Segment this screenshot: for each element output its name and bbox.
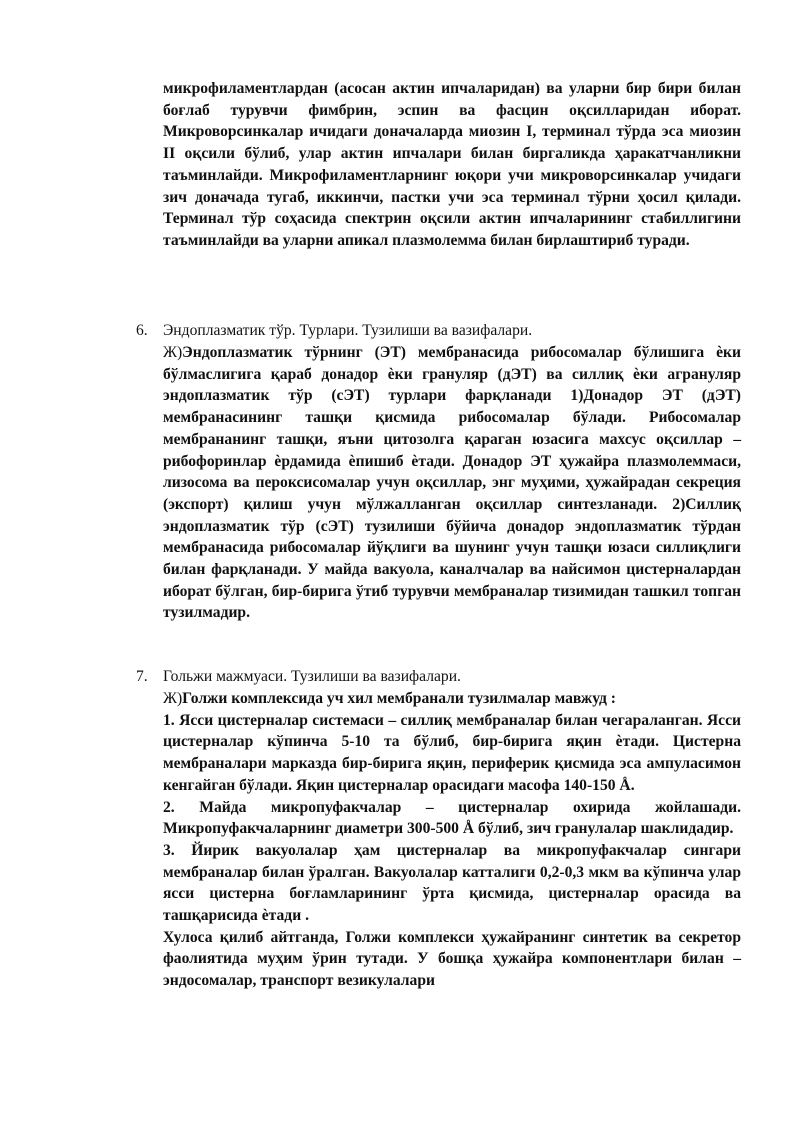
question-7-heading	[136, 666, 741, 688]
intro-paragraph	[163, 78, 741, 252]
intro-text: микрофиламентлардан (асосан актин ипчаларидан) ва уларни бир бири билан боғлаб турувчи фимбрин, эспин ва фасцин оқсилларидан иборат. Микроворсинкалар ичидаги доначаларда миозин I, терминал тўрда эса миозин II оқсили бўлиб, улар актин ипчалари билан биргаликда ҳаракатчанликни таъминлайди. Микрофиламентларнинг юқори учи микроворсинкалар учидаги зич доначада тугаб, иккинчи, пастки учи эса терминал тўрни ҳосил қилади. Терминал тўр соҳасида спектрин оқсили актин ипчаларининг стабиллигини таъминлайди ва уларни апикал плазмолемма билан бирлаштириб туради.	[163, 80, 741, 249]
answer-6-text: Эндоплазматик тўрнинг (ЭТ) мембранасида рибосомалар бўлишига ѐки бўлмаслигига қараб донадор ѐки грануляр (дЭТ) ва силлиқ ѐки агрануляр эндоплазматик тўр (сЭТ) турлари фарқланади 1)Донадор ЭТ (дЭТ) мембранасининг ташқи қисмида рибосомалар бўлади. Рибосомалар мембрананинг ташқи, яъни цитозолга қараган юзасига махсус оқсиллар – рибофоринлар ѐрдамида ѐпишиб ѐтади. Донадор ЭТ ҳужайра плазмолеммаси, лизосома ва пероксисомалар учун оқсиллар, энг муҳими, ҳужайрадан секреция (экспорт) қилиш учун мўлжалланган оқсиллар синтезланади. 2)Силлиқ эндоплазматик тўр (сЭТ) тузилиши бўйича донадор эндоплазматик тўрдан мембранасида рибосомалар йўқлиги ва шунинг учун ташқи юзаси силлиқлиги билан фарқланади. У майда вакуола, каналчалар ва найсимон цистерналардан иборат бўлган, бир-бирига ўтиб турувчи мембраналар тизимидан ташкил топган тузилмадир.	[163, 344, 741, 622]
answer-6-paragraph	[163, 342, 741, 624]
question-6-number: 6.	[136, 322, 148, 339]
answer-7-point-1: 1. Ясси цистерналар системаси – силлиқ мембраналар билан чегараланган. Ясси цистерналар кўпинча 5-10 та бўлиб, бир-бирига яқин ѐтади. Цистерна мембраналари марказда бир-бирига яқин, периферик қисмида эса ампуласимон кенгайган бўлади. Яқин цистерналар орасидаги масофа 140-150 Å.	[163, 711, 741, 794]
answer-7-intro: Голжи комплексида уч хил мембранали тузилмалар мавжуд :	[182, 690, 616, 707]
answer-7-point-3: 3. Йирик вакуолалар ҳам цистерналар ва микропуфакчалар сингари мембраналар билан ўралган. Вакуолалар катталиги 0,2-0,3 мкм ва кўпинча улар ясси цистерна боғламларининг ўрта қисмида, цистерналар орасида ва ташқарисида ѐтади .	[163, 841, 741, 925]
answer-6-prefix: Ж)	[163, 344, 183, 361]
question-6-text: Эндоплазматик тўр. Турлари. Тузилиши ва вазифалари.	[163, 322, 533, 339]
answer-7-conclusion: Хулоса қилиб айтганда, Голжи комплекси ҳужайранинг синтетик ва секретор фаолиятида муҳим ўрин тутади. У бошқа ҳужайра компонентлари билан – эндосомалар, транспорт везикулалари	[163, 928, 741, 990]
answer-7-block	[163, 688, 741, 992]
answer-7-prefix: Ж)	[163, 690, 183, 707]
answer-7-point-2: 2. Майда микропуфакчалар – цистерналар охирида жойлашади. Микропуфакчаларнинг диаметри 300-500 Å бўлиб, зич гранулалар шаклидадир.	[163, 798, 741, 838]
question-7-number: 7.	[136, 668, 148, 685]
question-7-text: Гольжи мажмуаси. Тузилиши ва вазифалари.	[163, 668, 461, 685]
question-6-heading	[136, 320, 741, 342]
